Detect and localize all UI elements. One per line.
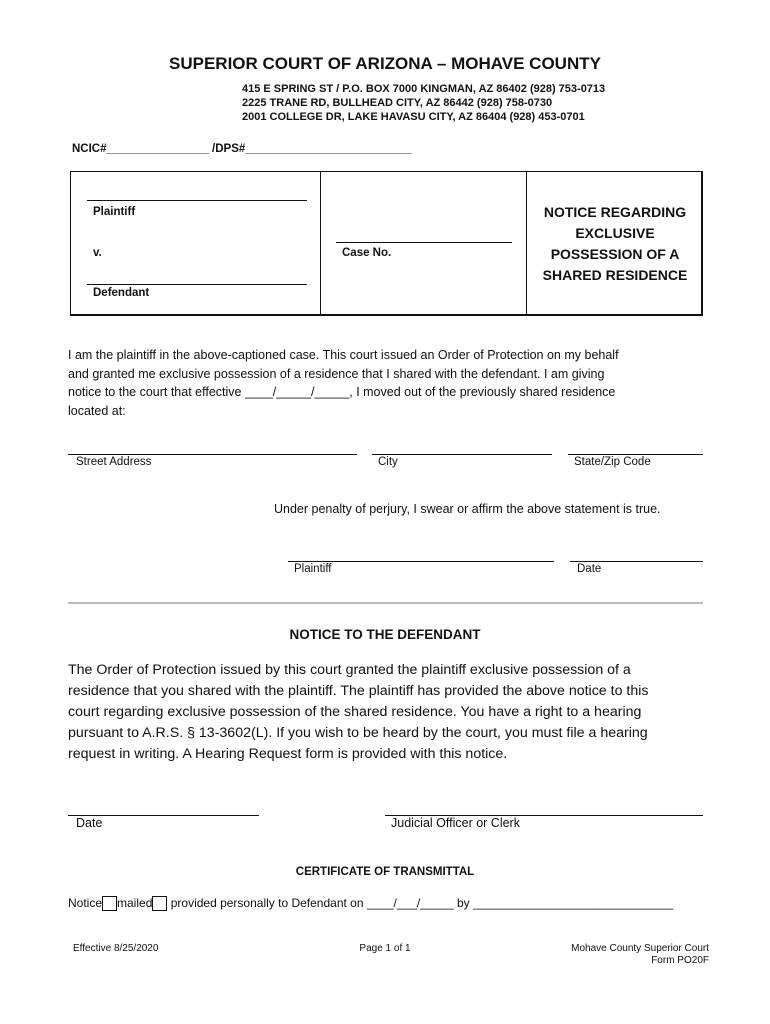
notice-word: Notice [68, 896, 103, 910]
city-field[interactable] [372, 454, 552, 455]
plaintiff-date-label: Date [577, 563, 602, 575]
statement-text: notice to the court that effective [68, 385, 245, 399]
defendant-notice-body [68, 660, 718, 765]
plaintiff-name-line[interactable] [87, 200, 307, 201]
notice-line: court regarding exclusive possession of the shared residence. You have a right to a hearing [68, 704, 642, 720]
section-divider [68, 602, 703, 604]
plaintiff-date-field[interactable] [570, 561, 703, 562]
notice-line: request in writing. A Hearing Request form is provided with this notice. [68, 746, 508, 762]
bullhead-address: 2225 TRANE RD, BULLHEAD CITY, AZ 86442 (928) 758-0730 [242, 97, 553, 109]
provided-personally-checkbox[interactable] [152, 896, 167, 911]
versus-label: v. [93, 247, 102, 259]
plaintiff-signature-label: Plaintiff [294, 563, 332, 575]
by-label: by [456, 896, 470, 910]
notice-line: pursuant to A.R.S. § 13-3602(L). If you wish to be heard by the court, you must file a hearing [68, 725, 648, 741]
defendant-name-line[interactable] [87, 284, 307, 285]
form-title-line: EXCLUSIVE [575, 225, 655, 241]
notice-line: residence that you shared with the plaintiff. The plaintiff has provided the above notice to this [68, 683, 649, 699]
case-number-line[interactable] [336, 242, 512, 243]
kingman-address: 415 E SPRING ST / P.O. BOX 7000 KINGMAN, AZ 86402 (928) 753-0713 [242, 83, 606, 95]
form-title-line: NOTICE REGARDING [543, 204, 687, 220]
form-title [527, 202, 703, 286]
plaintiff-statement [68, 346, 708, 420]
street-address-label: Street Address [76, 456, 152, 468]
statement-line: and granted me exclusive possession of a residence that I shared with the defendant. I am giving [68, 366, 605, 381]
officer-date-label: Date [76, 816, 103, 830]
statement-text: , I moved out of the previously shared residence [349, 385, 616, 399]
perjury-statement: Under penalty of perjury, I swear or affirm the above statement is true. [274, 502, 661, 516]
provided-personally-label: provided personally to Defendant on [170, 896, 364, 910]
footer-court-name: Mohave County Superior Court [571, 943, 709, 954]
move-out-date-field[interactable]: ____/_____/_____ [244, 385, 350, 399]
case-caption-box [70, 171, 703, 316]
effective-date: Effective 8/25/2020 [73, 943, 159, 954]
certificate-line [68, 896, 708, 911]
mailed-checkbox[interactable] [102, 896, 117, 911]
statement-line [68, 383, 708, 402]
case-number-label: Case No. [342, 247, 392, 259]
transmitted-by-field[interactable]: ______________________________ [473, 896, 674, 910]
defendant-label: Defendant [93, 287, 150, 299]
defendant-notice-heading: NOTICE TO THE DEFENDANT [289, 627, 481, 642]
notice-line: The Order of Protection issued by this court granted the plaintiff exclusive possession of a [68, 662, 631, 678]
footer-court-info [571, 943, 709, 967]
havasu-address: 2001 COLLEGE DR, LAKE HAVASU CITY, AZ 86404 (928) 453-0701 [242, 111, 585, 123]
plaintiff-signature-field[interactable] [288, 561, 554, 562]
court-title: SUPERIOR COURT OF ARIZONA – MOHAVE COUNTY [169, 54, 601, 73]
form-title-line: SHARED RESIDENCE [542, 267, 688, 283]
mailed-label: mailed [117, 896, 153, 910]
state-zip-label: State/Zip Code [574, 456, 651, 468]
state-zip-field[interactable] [568, 454, 703, 455]
ncic-dps-line: NCIC#________________ /DPS#__________________________ [72, 143, 412, 155]
transmittal-date-field[interactable]: ____/___/_____ [366, 896, 454, 910]
plaintiff-label: Plaintiff [93, 206, 136, 218]
certificate-heading: CERTIFICATE OF TRANSMITTAL [295, 866, 475, 878]
footer-form-number: Form PO20F [651, 955, 709, 966]
street-address-field[interactable] [68, 454, 357, 455]
officer-signature-label: Judicial Officer or Clerk [391, 816, 520, 830]
city-label: City [378, 456, 398, 468]
statement-line: located at: [68, 403, 126, 418]
page-number: Page 1 of 1 [359, 943, 411, 954]
statement-line: I am the plaintiff in the above-captioned case. This court issued an Order of Protection on my behalf [68, 348, 619, 362]
form-title-line: POSSESSION OF A [550, 246, 680, 262]
caption-divider-left [320, 172, 321, 314]
